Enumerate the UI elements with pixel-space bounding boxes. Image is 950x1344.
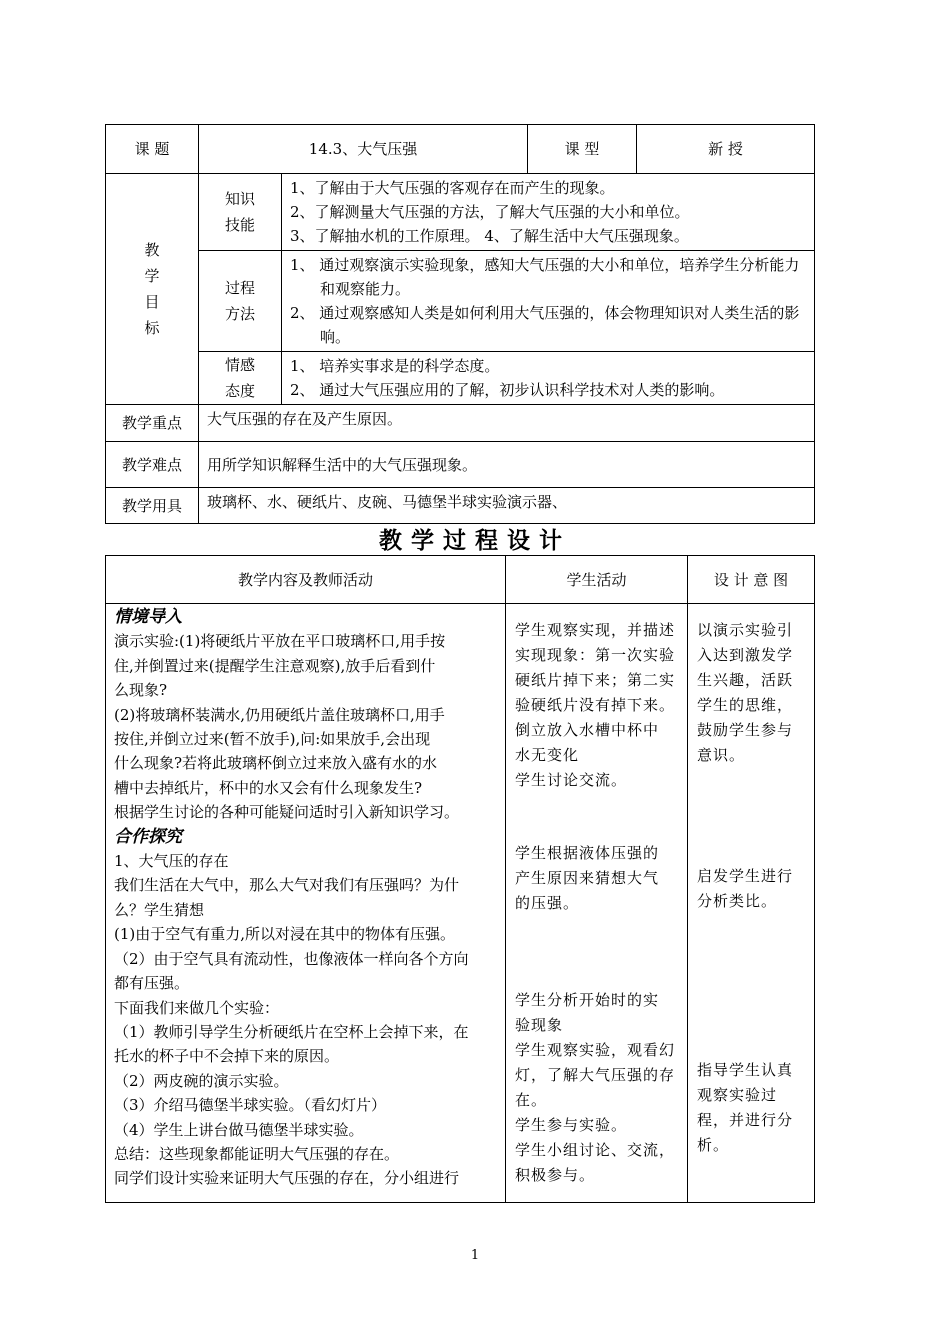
text-line: 积极参与。 <box>515 1166 596 1184</box>
text-line: 灯，了解大气压强的存 <box>515 1066 676 1084</box>
process-label: 过程 方法 <box>199 251 282 352</box>
text-line: 生兴趣，活跃 <box>697 671 794 689</box>
text-line: 槽中去掉纸片，杯中的水又会有什么现象发生? <box>114 778 423 797</box>
text-line: 学生分析开始时的实 <box>515 991 660 1009</box>
text-line: （4）学生上讲台做马德堡半球实验。 <box>114 1120 364 1139</box>
list-item: 2、 通过大气压强应用的了解，初步认识科学技术对人类的影响。 <box>290 381 725 399</box>
text-line: 析。 <box>697 1136 730 1154</box>
text-line: 鼓励学生参与 <box>697 721 794 739</box>
text-line: 学生小组讨论、交流， <box>515 1141 676 1159</box>
list-item: 2、了解测量大气压强的方法，了解大气压强的大小和单位。 <box>290 203 690 221</box>
text-line: 启发学生进行 <box>697 867 794 885</box>
text-line: 产生原因来猜想大气 <box>515 869 660 887</box>
text-line: 总结：这些现象都能证明大气压强的存在。 <box>114 1144 400 1163</box>
knowledge-goals <box>282 174 815 251</box>
text-line: （3）介绍马德堡半球实验。（看幻灯片） <box>114 1096 387 1115</box>
attitude-label: 情感 态度 <box>199 352 282 405</box>
header-intent: 设 计 意 图 <box>688 556 815 604</box>
difficulty-label: 教学难点 <box>106 442 199 488</box>
text-line: 什么现象?若将此玻璃杯倒立过来放入盛有水的水 <box>114 754 438 773</box>
list-item: 1、 通过观察演示实验现象，感知大气压强的大小和单位，培养学生分析能力和观察能力。 <box>290 256 800 298</box>
tools-text: 玻璃杯、水、硬纸片、皮碗、马德堡半球实验演示器、 <box>199 488 815 524</box>
section-heading: 合作探究 <box>114 826 182 847</box>
header-teacher: 教学内容及教师活动 <box>106 556 506 604</box>
text-line: 1、大气压的存在 <box>114 852 229 871</box>
text-line: 都有压强。 <box>114 974 190 993</box>
text-line: 我们生活在大气中，那么大气对我们有压强吗？为什 <box>114 876 460 895</box>
text-line: 么现象? <box>114 681 168 700</box>
text-line: 学生观察实现，并描述 <box>515 621 676 639</box>
page-number: 1 <box>470 1248 480 1263</box>
text-line: 的压强。 <box>515 894 580 912</box>
text-line: 在。 <box>515 1091 548 1109</box>
text-line: 学生参与实验。 <box>515 1116 628 1134</box>
header-student: 学生活动 <box>506 556 688 604</box>
type-label: 课 型 <box>528 125 637 174</box>
lesson-info-table <box>105 124 815 524</box>
difficulty-text: 用所学知识解释生活中的大气压强现象。 <box>199 442 815 488</box>
text-line: 演示实验:(1)将硬纸片平放在平口玻璃杯口,用手按 <box>114 632 446 651</box>
process-goals <box>282 251 815 352</box>
text-line: 倒立放入水槽中杯中 <box>515 721 660 739</box>
text-line: 程，并进行分 <box>697 1111 794 1129</box>
attitude-goals <box>282 352 815 405</box>
text-line: 同学们设计实验来证明大气压强的存在，分小组进行 <box>114 1169 460 1188</box>
text-line: （2）由于空气具有流动性，也像液体一样向各个方向 <box>114 949 469 968</box>
text-line: 学生观察实验，观看幻 <box>515 1041 676 1059</box>
text-line: 按住,并倒立过来(暂不放手),问:如果放手,会出现 <box>114 730 431 749</box>
text-line: 学生的思维， <box>697 696 794 714</box>
text-line: 根据学生讨论的各种可能疑问适时引入新知识学习。 <box>114 803 460 822</box>
text-line: 实现现象：第一次实验 <box>515 646 676 664</box>
text-line: 住,并倒置过来(提醒学生注意观察),放手后看到什 <box>114 656 436 675</box>
text-line: 么？学生猜想 <box>114 900 205 919</box>
text-line: (1)由于空气有重力,所以对浸在其中的物体有压强。 <box>114 925 456 944</box>
process-table <box>105 555 815 1203</box>
tools-label: 教学用具 <box>106 488 199 524</box>
text-line: 验硬纸片没有掉下来。 <box>515 696 676 714</box>
text-line: 分析类比。 <box>697 892 778 910</box>
list-item: 2、 通过观察感知人类是如何利用大气压强的，体会物理知识对人类生活的影响。 <box>290 304 800 346</box>
text-line: 托水的杯子中不会掉下来的原因。 <box>114 1047 340 1066</box>
text-line: 指导学生认真 <box>697 1061 794 1079</box>
text-line: 验现象 <box>515 1016 564 1034</box>
student-activity-cell <box>506 604 688 1203</box>
text-line: 水无变化 <box>515 746 580 764</box>
text-line: 入达到激发学 <box>697 646 794 664</box>
goals-label: 教 学 目 标 <box>106 174 199 405</box>
design-intent-cell <box>688 604 815 1203</box>
list-item: 1、了解由于大气压强的客观存在而产生的现象。 <box>290 179 615 197</box>
process-design-title: 教学过程设计 <box>379 528 571 554</box>
text-line: 学生根据液体压强的 <box>515 844 660 862</box>
text-line: （1）教师引导学生分析硬纸片在空杯上会掉下来，在 <box>114 1022 469 1041</box>
list-item: 3、了解抽水机的工作原理。 4、了解生活中大气压强现象。 <box>290 227 689 245</box>
text-line: 硬纸片掉下来；第二实 <box>515 671 676 689</box>
text-line: 学生讨论交流。 <box>515 771 628 789</box>
list-item: 1、 培养实事求是的科学态度。 <box>290 357 500 375</box>
text-line: （2）两皮碗的演示实验。 <box>114 1071 289 1090</box>
key-point-text: 大气压强的存在及产生原因。 <box>199 405 815 442</box>
section-heading: 情境导入 <box>114 607 182 627</box>
teacher-activity-cell <box>106 604 506 1203</box>
topic-label: 课 题 <box>106 125 199 174</box>
text-line: 观察实验过 <box>697 1086 778 1104</box>
text-line: 意识。 <box>697 746 746 764</box>
type-value: 新 授 <box>637 125 815 174</box>
key-point-label: 教学重点 <box>106 405 199 442</box>
knowledge-label: 知识 技能 <box>199 174 282 251</box>
text-line: 下面我们来做几个实验： <box>114 998 280 1017</box>
topic-value: 14.3、大气压强 <box>199 125 528 174</box>
text-line: (2)将玻璃杯装满水,仍用硬纸片盖住玻璃杯口,用手 <box>114 705 445 724</box>
text-line: 以演示实验引 <box>697 621 794 639</box>
